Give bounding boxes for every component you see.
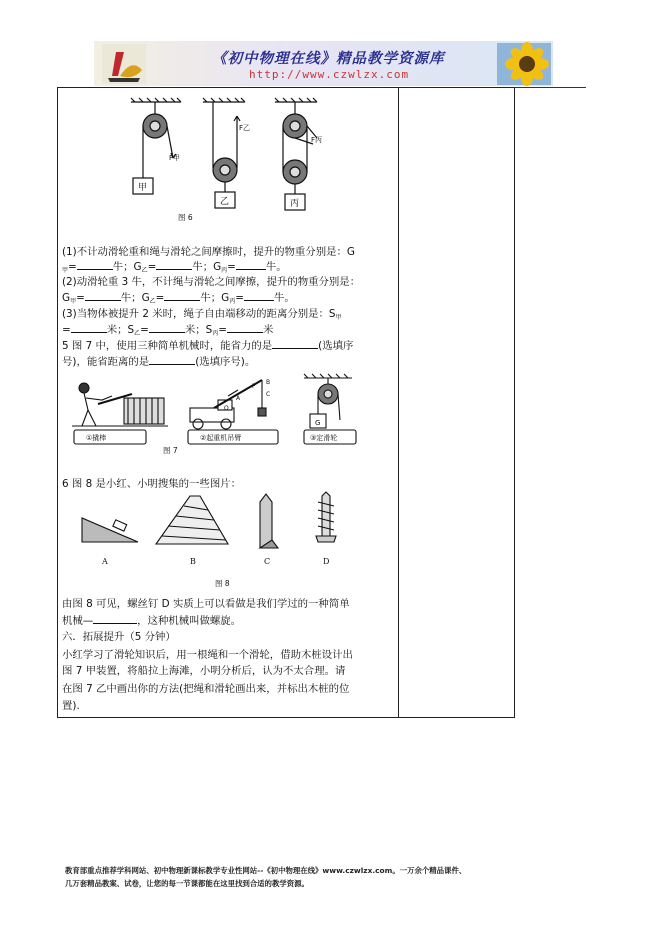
section6-line2: 图 7 甲装置，将船拉上海滩，小明分析后，认为不太合理。请 bbox=[62, 665, 346, 677]
q5-line2: 号)，能省距离的是 (选填序号)。 bbox=[62, 356, 256, 368]
force-label-jia: F甲 bbox=[169, 154, 181, 162]
header-banner bbox=[94, 41, 553, 86]
footer-line2: 几万套精品教案、试卷，让您的每一节课都能在这里找到合适的教学资源。 bbox=[65, 879, 309, 888]
crane-label-f: F bbox=[252, 383, 256, 390]
crane-label-b: B bbox=[266, 379, 271, 386]
force-label-bing: F丙 bbox=[311, 136, 323, 144]
site-logo-icon bbox=[102, 44, 146, 84]
pulley-label-yi: 乙 bbox=[220, 197, 230, 207]
table-divider bbox=[398, 87, 399, 717]
fig8-label-b: B bbox=[190, 557, 196, 566]
q4-line5: (3)当物体被提升 2 米时，绳子自由端移动的距离分别是：$S_甲$ bbox=[62, 308, 342, 321]
banner-title: 《初中物理在线》精品教学资源库 bbox=[212, 50, 445, 67]
q6-line3: 机械— ，这种机械叫做螺旋。 bbox=[62, 615, 242, 627]
q4-line6: = 米；$S_乙=$ 米；$S_丙=$ 米 bbox=[62, 324, 274, 337]
q4-line1: (1)不计动滑轮重和绳与滑轮之间摩擦时，提升的物重分别是：G bbox=[62, 246, 355, 258]
pulley-g-label: G bbox=[315, 419, 321, 427]
q4-line2: $_甲$= 牛；$G_乙=$ 牛；$G_丙=$ 牛。 bbox=[62, 261, 287, 274]
figure-7-caption: 图 7 bbox=[163, 446, 178, 455]
crane-label-c: C bbox=[266, 391, 271, 398]
q6-line2: 由图 8 可见，螺丝钉 D 实质上可以看做是我们学过的一种简单 bbox=[62, 598, 350, 610]
fig7-label-3: ③定滑轮 bbox=[310, 434, 338, 442]
crane-label-o: O bbox=[224, 405, 229, 412]
force-label-yi: F乙 bbox=[239, 124, 251, 132]
fig7-label-2: ②起重机吊臂 bbox=[200, 434, 242, 442]
q6-line1: 6 图 8 是小红、小明搜集的一些图片： bbox=[62, 478, 241, 490]
q4-line4: $G_甲=$ 牛；$G_乙=$ 牛；$G_丙=$ 牛。 bbox=[62, 292, 295, 305]
fig8-label-d: D bbox=[323, 557, 330, 566]
section6-heading: 六．拓展提升（5 分钟） bbox=[62, 631, 176, 643]
sunflower-icon bbox=[497, 43, 551, 85]
footer-line1: 教育部重点推荐学科网站、初中物理新课标教学专业性网站--《初中物理在线》www.czwlzx.com。一万余个精品课件、 bbox=[65, 866, 467, 875]
fig7-label-1: ①撬棒 bbox=[86, 434, 107, 442]
pulley-label-bing: 丙 bbox=[290, 199, 300, 209]
section6-line1: 小红学习了滑轮知识后，用一根绳和一个滑轮，借助木桩设计出 bbox=[62, 649, 353, 661]
section6-line4: 置). bbox=[62, 700, 80, 712]
figure-8-caption: 图 8 bbox=[215, 579, 230, 588]
fig8-label-a: A bbox=[102, 557, 108, 566]
figure-8-simple-machines bbox=[80, 494, 360, 569]
section6-line3: 在图 7 乙中画出你的方法(把绳和滑轮画出来，并标出木桩的位 bbox=[62, 683, 350, 695]
figure-6-pulleys bbox=[125, 98, 325, 223]
q4-line3: (2)动滑轮重 3 牛，不计绳与滑轮之间摩擦，提升的物重分别是： bbox=[62, 276, 361, 288]
q5-line1: 5 图 7 中，使用三种简单机械时，能省力的是 (选填序 bbox=[62, 340, 354, 352]
crane-label-a: A bbox=[236, 395, 241, 402]
pulley-label-jia: 甲 bbox=[138, 183, 148, 193]
figure-7-machines bbox=[68, 374, 368, 454]
fig8-label-c: C bbox=[264, 557, 271, 566]
banner-url[interactable]: http://www.czwlzx.com bbox=[249, 68, 410, 81]
figure-6-caption: 图 6 bbox=[178, 213, 193, 222]
page-footer bbox=[65, 864, 605, 890]
